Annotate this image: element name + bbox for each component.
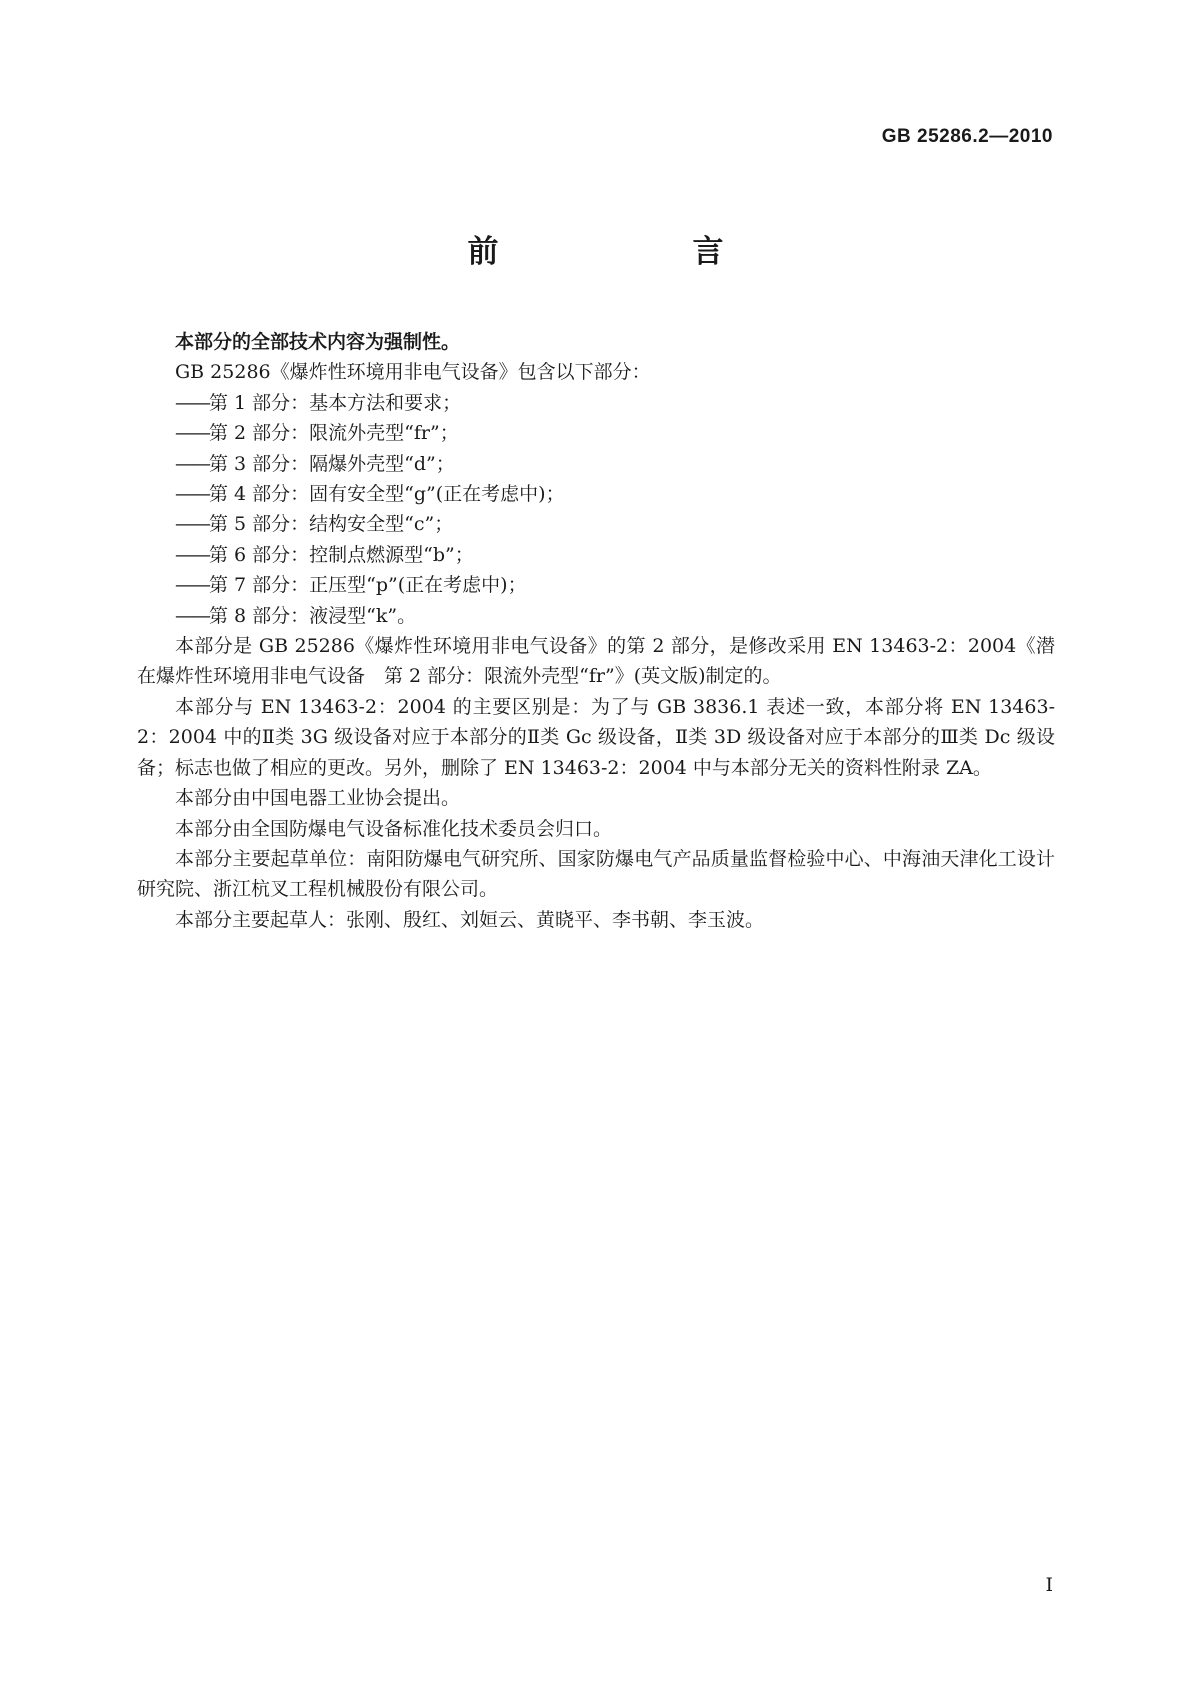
page-number: I (1045, 1574, 1053, 1596)
list-item-text: 第 8 部分：液浸型“k”。 (209, 604, 417, 627)
drafters-paragraph: 本部分主要起草人：张刚、殷红、刘姮云、黄晓平、李书朝、李玉波。 (175, 908, 765, 931)
list-item-text: 第 1 部分：基本方法和要求； (209, 391, 462, 414)
mandatory-statement: 本部分的全部技术内容为强制性。 (175, 331, 461, 353)
list-item (137, 449, 1055, 479)
proposer-paragraph: 本部分由中国电器工业协会提出。 (175, 787, 461, 810)
list-item (137, 509, 1055, 539)
list-item (137, 479, 1055, 509)
list-item-text: 第 6 部分：控制点燃源型“b”； (209, 543, 474, 566)
list-item (137, 601, 1055, 631)
list-item (137, 418, 1055, 448)
list-item-text: 第 2 部分：限流外壳型“fr”； (209, 422, 459, 445)
dash-marker: —— (175, 422, 209, 445)
foreword-body (137, 327, 1055, 935)
dash-marker: —— (175, 543, 209, 566)
list-item-text: 第 3 部分：隔爆外壳型“d”； (209, 452, 455, 475)
list-item-text: 第 5 部分：结构安全型“c”； (209, 513, 454, 536)
list-item (137, 388, 1055, 418)
parts-intro: GB 25286《爆炸性环境用非电气设备》包含以下部分： (175, 361, 651, 384)
page-title: 前 言 (467, 234, 768, 270)
list-item-text: 第 7 部分：正压型“p”(正在考虑中)； (209, 574, 527, 597)
standard-number: GB 25286.2—2010 (881, 126, 1053, 147)
list-item (137, 540, 1055, 570)
dash-marker: —— (175, 452, 209, 475)
dash-marker: —— (175, 604, 209, 627)
list-item (137, 570, 1055, 600)
adoption-paragraph: 本部分是 GB 25286《爆炸性环境用非电气设备》的第 2 部分，是修改采用 EN 13463-2：2004《潜在爆炸性环境用非电气设备 第 2 部分：限流外壳型“fr”》(英文版)制定的。 (137, 635, 1055, 688)
dash-marker: —— (175, 513, 209, 536)
differences-paragraph: 本部分与 EN 13463-2：2004 的主要区别是：为了与 GB 3836.1 表述一致，本部分将 EN 13463-2：2004 中的Ⅱ类 3G 级设备对应于本部分的Ⅱ类 Gc 级设备，Ⅱ类 3D 级设备对应于本部分的Ⅲ类 Dc 级设备；标志也做了相应的更改。另外，删除了 EN 13463-2：2004 中与本部分无关的资料性附录 ZA。 (137, 695, 1055, 779)
committee-paragraph: 本部分由全国防爆电气设备标准化技术委员会归口。 (175, 817, 613, 840)
drafting-units-paragraph: 本部分主要起草单位：南阳防爆电气研究所、国家防爆电气产品质量监督检验中心、中海油天津化工设计研究院、浙江杭叉工程机械股份有限公司。 (137, 847, 1055, 901)
list-item-text: 第 4 部分：固有安全型“g”(正在考虑中)； (209, 483, 565, 506)
dash-marker: —— (175, 483, 209, 506)
parts-list (137, 388, 1055, 631)
dash-marker: —— (175, 574, 209, 597)
dash-marker: —— (175, 391, 209, 414)
